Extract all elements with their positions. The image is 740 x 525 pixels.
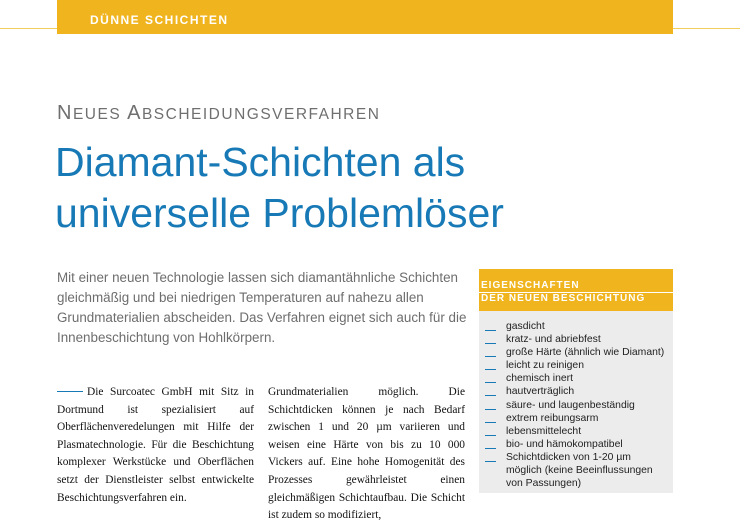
dash-bullet-icon [485,435,496,436]
dash-bullet-icon [485,382,496,383]
properties-sidebar [479,269,673,493]
body-column-2: Grundmaterialien möglich. Die Schichtdicken können je nach Bedarf zwischen 1 und 20 µm variieren und weisen eine Härte von bis zu 10 000 Vickers auf. Eine hohe Homogenität des Prozesses gewährleistet einen gleichmäßigen Schichtaufbau. Die Schicht ist zudem so modifiziert, [268,386,465,522]
body-column-1-text: Die Surcoatec GmbH mit Sitz in Dortmund ist spezialisiert auf Oberflächenveredelungen mit Hilfe der Plasmatechnologie. Für die Beschichtung komplexer Werkstücke und Oberflächen setzt der Dienstleister selbst entwickelte Beschichtungsverfahren ein. [57,386,254,504]
dash-bullet-icon [485,448,496,449]
list-item: bio- und hämokompatibel [485,438,664,451]
kicker-initial-1: N [57,102,73,124]
sidebar-title-line-1: EIGENSCHAFTEN [481,280,580,291]
list-item: leicht zu reinigen [485,359,664,372]
list-item-continuation: von Passungen) [506,478,582,490]
list-item: Schichtdicken von 1-20 µm [485,451,664,464]
kicker-word-2: BSCHEIDUNGSVERFAHREN [141,106,381,123]
sidebar-title-line-2: DER NEUEN BESCHICHTUNG [481,293,646,304]
title-line-1: Diamant-Schichten als [55,139,466,185]
properties-list [485,320,664,490]
title-line-2: universelle Problemlöser [55,190,504,236]
list-item-continuation: möglich (keine Beeinflussungen [506,465,653,477]
list-item: kratz- und abriebfest [485,333,664,346]
paragraph-rule [57,391,83,392]
dash-bullet-icon [485,330,496,331]
list-item: hautverträglich [485,385,664,398]
body-column-1 [57,384,254,507]
list-item: lebensmittelecht [485,425,664,438]
dash-bullet-icon [485,395,496,396]
dash-bullet-icon [485,369,496,370]
kicker-word-1: EUES [72,106,122,123]
article-kicker [57,102,380,125]
sidebar-header [479,269,673,311]
section-label: DÜNNE SCHICHTEN [90,13,229,27]
article-intro: Mit einer neuen Technologie lassen sich diamantähnliche Schichten gleichmäßig und bei niedrigen Temperaturen auf nahezu allen Grundmaterialien abscheiden. Das Verfahren eignet sich auch für die Innenbeschichtung von Hohlkörpern. [57,270,467,345]
list-item: extrem reibungsarm [485,412,664,425]
list-item: chemisch inert [485,372,664,385]
dash-bullet-icon [485,356,496,357]
dash-bullet-icon [485,409,496,410]
dash-bullet-icon [485,422,496,423]
list-item: säure- und laugenbeständig [485,399,664,412]
kicker-initial-2: A [127,102,142,124]
dash-bullet-icon [485,461,496,462]
dash-bullet-icon [485,343,496,344]
list-item: große Härte (ähnlich wie Diamant) [485,346,664,359]
article-title [55,137,695,239]
list-item: gasdicht [485,320,664,333]
